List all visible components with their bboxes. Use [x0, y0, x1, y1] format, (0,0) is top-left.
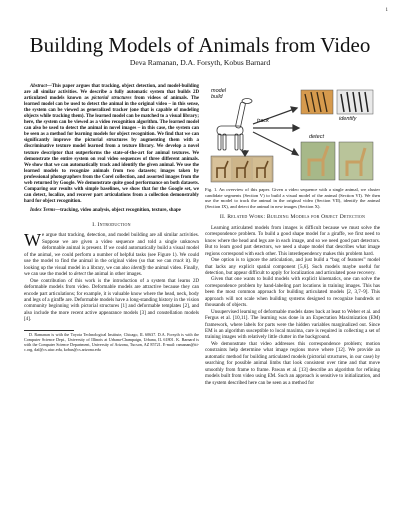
section-heading-introduction: I. Introduction	[92, 221, 131, 228]
intro-p1-mid2: the animal video. Finally, we can use the model to	[24, 264, 199, 278]
giraffe-photo-icon	[301, 142, 373, 180]
label-detect: detect	[309, 134, 324, 140]
abstract-italic: pictorial structures	[91, 96, 132, 102]
related-paragraph-5: We demonstrate that video addresses this correspondence problem; motion constraints help determine what image regions move where [12]. We provide an automatic method for building articulated models (pictorial structures, in our case) by searching for possible animal limbs that look consistent over time and that move smoothly from frame to frame. Pawan et al. [13] describe an algorithm for refining models built from video using EM. Such an approach is sensitive to initialization, and the system described here can be seen as a method for	[205, 340, 380, 386]
overview-figure	[205, 84, 380, 184]
footnote-rule	[24, 330, 74, 331]
left-column	[24, 84, 199, 352]
index-terms-text: —tracking, video analysis, object recognition, texture, shape	[55, 207, 181, 213]
section-heading-related-work: II. Related Work: Building Models for Object Detection	[219, 214, 366, 221]
intro-p1-mid: it). By looking up the visual model in a library, we can also	[24, 258, 199, 271]
overview-diagram	[205, 84, 380, 184]
zebra-photo-icon	[337, 90, 373, 114]
label-track: track	[257, 118, 269, 124]
intro-p1-track: track	[173, 258, 184, 265]
intro-p1-end: the animal in other images.	[85, 271, 143, 278]
tiger-photo-icon	[301, 90, 333, 114]
related-paragraph-4: Unsupervised learning of deformable models dates back at least to Weber et al. and Fergus et al. [10,11]. The learning was done in an Expectation Maximization (EM) framework, where labels for parts were the hidden variables marginalized out. Since EM is an algorithm susceptible to local maxima, care is required in collecting a set of training images with relatively little clutter in the background.	[205, 308, 380, 341]
intro-p1-identify: identify	[131, 264, 147, 271]
arrow-icon	[242, 107, 299, 156]
abstract-text-after: from videos of animals. The learned model can be used to detect the animal in the original video – in this sense, the system can be viewed as generalized tracker (one that is capable of modeling objects while tracking them). The learned model can be matched to a visual library; here, the system can be viewed as a video recognition algorithm. The learned model can also be used to detect the animal in novel images – in this case, the system can be seen as a method for learning models for object recognition. We find that we can significantly improve the pictorial structures by augmenting them with a discriminative texture model learned from a texture library. We develop a novel texture descriptor that outperforms the state-of-the-art for animal textures. We demonstrate the entire system on real video sequences of three different animals. We show that we can automatically track and identify the given animal. We use the learned models to recognize animals from two datasets; images taken by professional photographers from the Corel collection, and assorted images from the web returned by Google. We demonstrate quite good performance on both datasets. Comparing our results with simple baselines, we show that for the Google set, we can detect, localize, and recover part articulations from a collection demonstrably hard for object recognition.	[24, 96, 199, 204]
drop-cap: W	[24, 230, 41, 251]
right-column	[205, 84, 380, 386]
abstract-label: Abstract	[30, 84, 47, 89]
giraffe-model-icon	[217, 99, 252, 151]
abstract	[24, 84, 199, 205]
label-model-build: model build	[211, 88, 226, 100]
giraffe-photo-icon	[211, 156, 273, 182]
label-identify: identify	[339, 116, 357, 122]
intro-paragraph-1	[24, 232, 199, 277]
intro-paragraph-2: One contribution of this work is the introduction of a system that learns 2D deformable models from video. Deformable models are attractive because they can encode part articulations; for example, it is valuable know where the head, neck, body and legs of a giraffe are. Deformable models have a long-standing history in the vision community beginning with pictorial structures [1] and deformable templates [2], and also include the more recent active appearance models [3] and constellation models [4].	[24, 277, 199, 323]
index-terms	[24, 208, 199, 214]
paper-authors: Deva Ramanan, D.A. Forsyth, Kobus Barnard	[129, 58, 271, 67]
author-footnote: D. Ramanan is with the Toyota Technological Institute, Chicago, IL 60637. D.A. Forsyth is with the Computer Science Dept., University of Illinois at Urbana-Champaign, Urbana, IL 61801. K. Barnard is with the Computer Science Department, University of Arizona, Tucson, AZ 85721. E-mail: ramanan@tti-c.org, daf@cs.uiuc.edu, kobus@cs.arizona.edu	[24, 331, 199, 352]
abstract-text-before: —This paper argues that tracking, object detection, and model-building are all similar activities. We describe a fully automatic system that builds 2D articulated models known as	[24, 84, 199, 102]
intro-p1-detect: detect	[73, 271, 86, 278]
related-paragraph-1: Learning articulated models from images is difficult because we must solve the correspondence problem. To build a good shape model for a giraffe, we first need to know where the head and legs are in each image, and so we need good part detectors. But to learn good part detectors, we need a shape model that describes what image regions correspond with each other. This interdependency makes this problem hard.	[205, 224, 380, 257]
figure-caption: Fig. 1. An overview of this paper. Given a video sequence with a single animal, we cluster candidate segments (Section V) to build a visual model of the animal (Section VI). We then use the model to track the animal in the original video (Section VII), identify the animal (Section IX), and detect the animal in new images (Section X).	[205, 187, 380, 209]
index-terms-label: Index Terms	[30, 207, 56, 213]
intro-p1-lead: e argue that tracking, detection, and model building are all similar activities. Suppose we are given a video sequence and told a single unknown deformable animal is present. If we could automatically build a visual model of the animal, we could perform a number of helpful tasks (see Figure 1). We could use the model to find the animal in the original video (so that we can	[24, 232, 199, 265]
paper-title: Building Models of Animals from Video	[29, 33, 371, 57]
related-paragraph-3: Given that one wants to build models with explicit kinematics, one can solve the correspondence problem by hand-labeling part locations in training images. This has been the most common approach for building articulated models [2, 3,7–9]. This approach will not scale when building systems designed to recognize hundreds or thousands of objects.	[205, 276, 380, 309]
related-paragraph-2: One option is to ignore the articulation, and just build a “bag of features” model that lacks any explicit spatial component [5,6]. Such models maybe useful for detection, but appear difficult to apply for localization and articulated pose recovery.	[205, 257, 380, 276]
page-number: 1	[385, 8, 388, 13]
